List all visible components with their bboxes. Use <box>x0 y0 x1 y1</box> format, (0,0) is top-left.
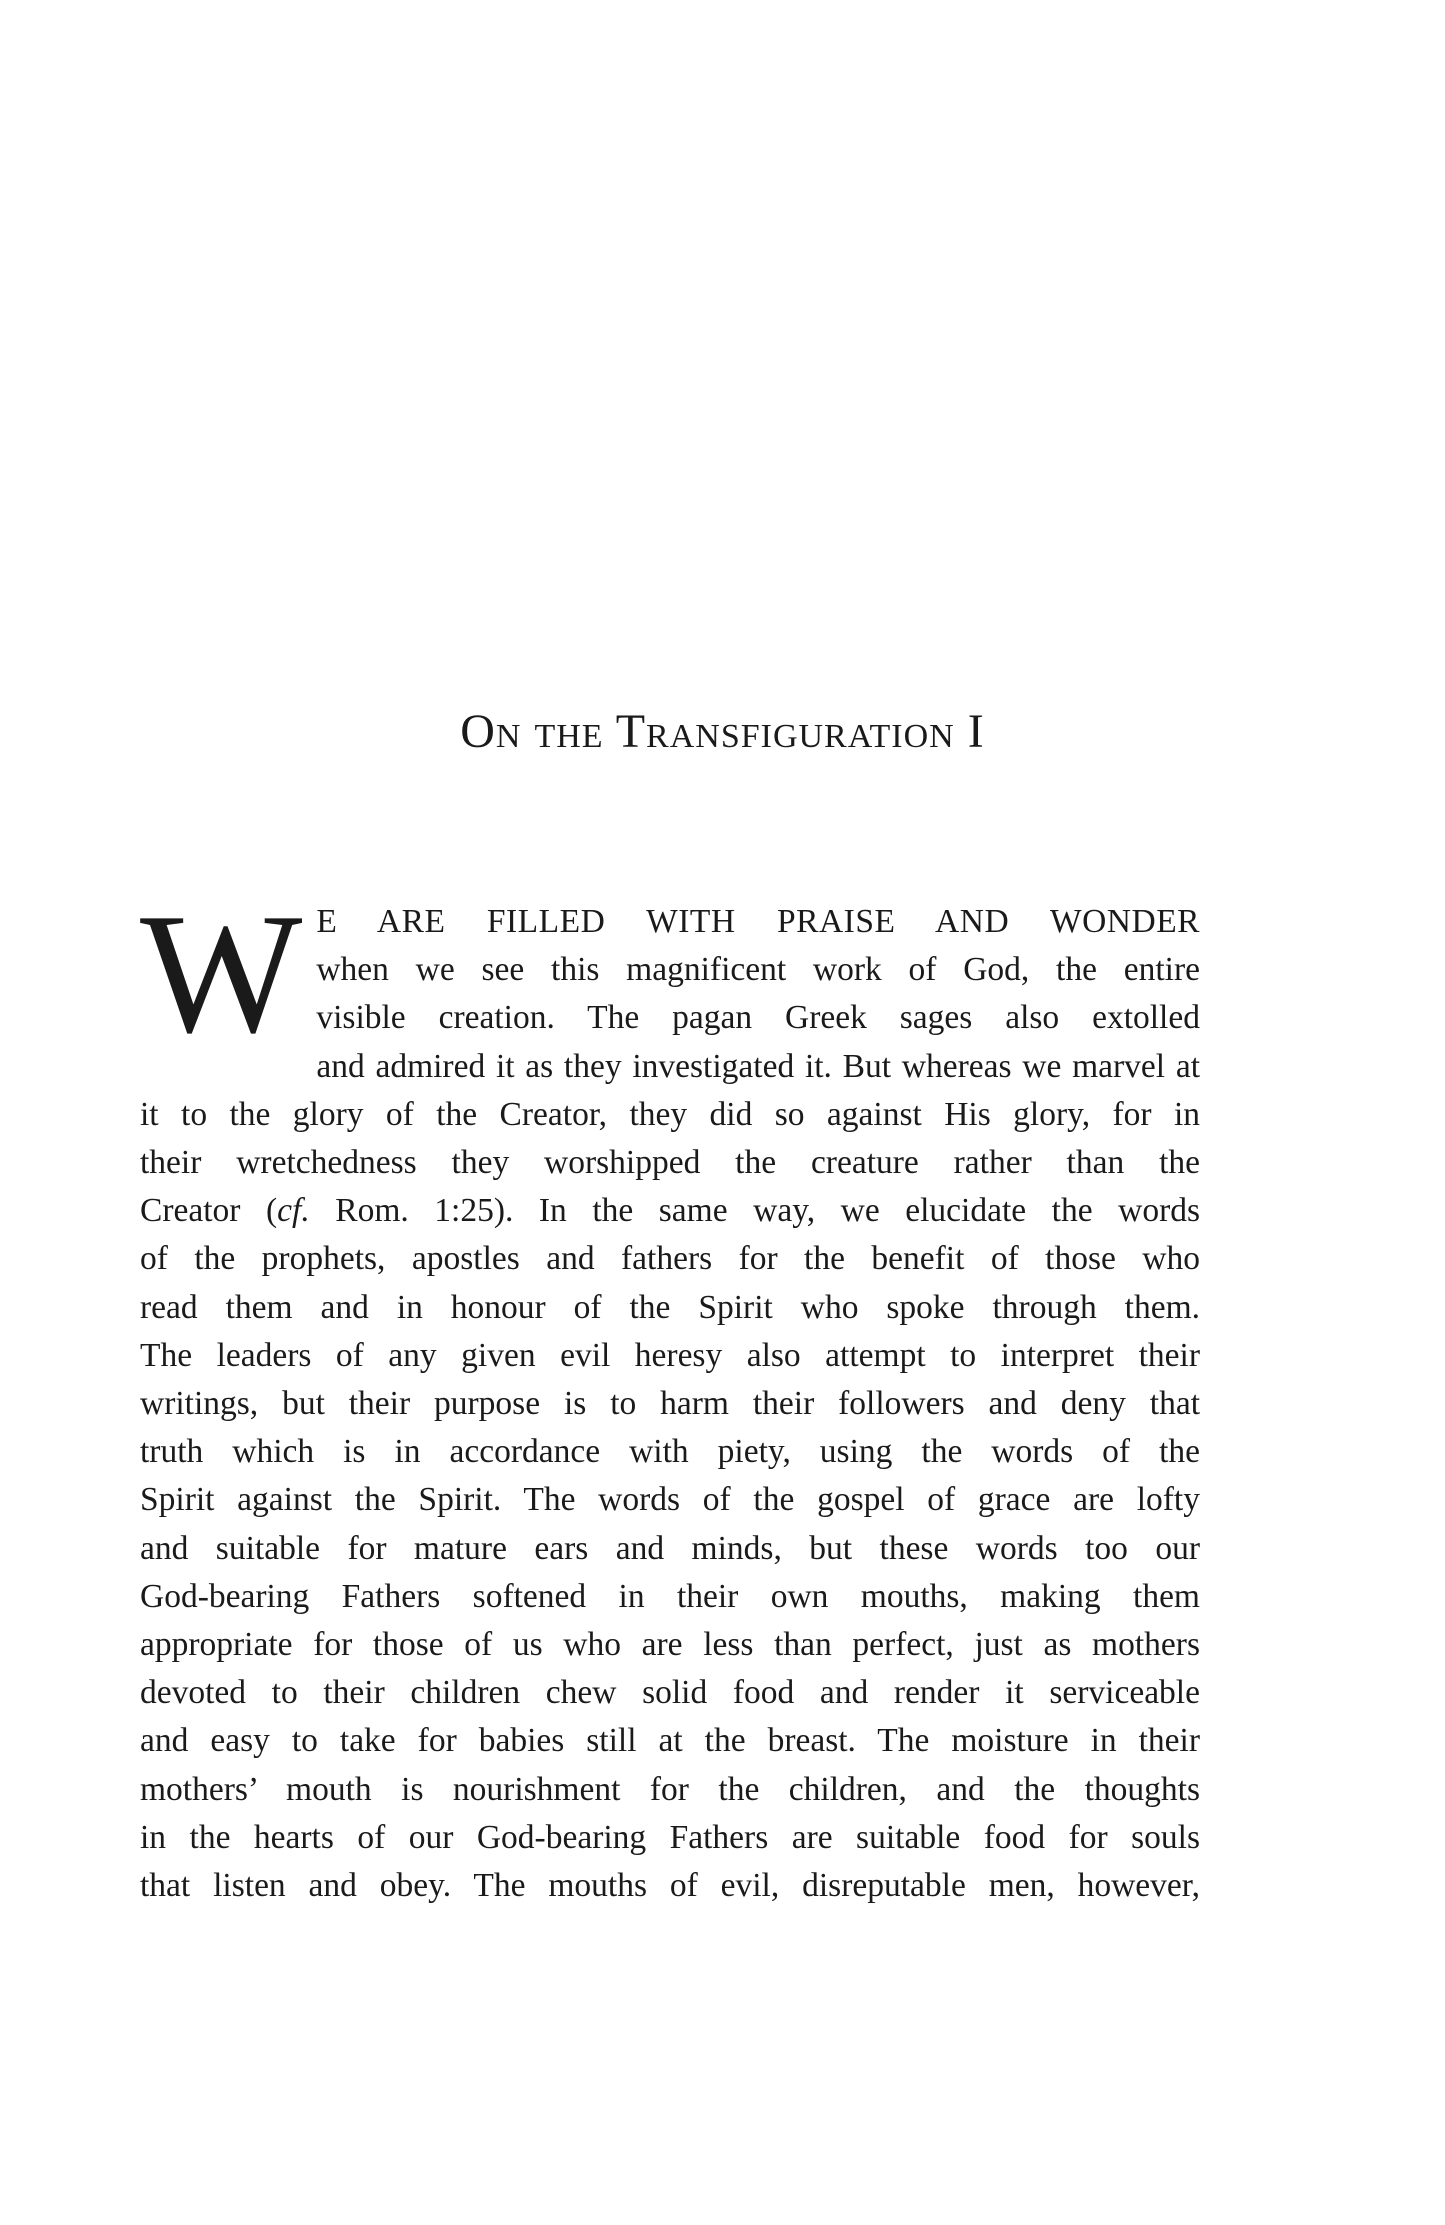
text-line: and admired it as they investigated it. But whereas we marvel at <box>316 1047 1200 1085</box>
text-line: and easy to take for babies still at the breast. The moisture in their <box>140 1722 1200 1760</box>
text-line: read them and in honour of the Spirit who spoke through them. <box>140 1288 1200 1326</box>
text-line: appropriate for those of us who are less than perfect, just as mothers <box>140 1626 1200 1664</box>
text-line: of the prophets, apostles and fathers for the benefit of those who <box>140 1240 1200 1278</box>
text-line: mothers’ mouth is nourishment for the children, and the thoughts <box>140 1770 1200 1808</box>
text-line: God-bearing Fathers softened in their own mouths, making them <box>140 1577 1200 1615</box>
text-line: Spirit against the Spirit. The words of the gospel of grace are lofty <box>140 1481 1200 1519</box>
text-line: truth which is in accordance with piety, using the words of the <box>140 1433 1200 1471</box>
text-line: devoted to their children chew solid food and render it serviceable <box>140 1674 1200 1712</box>
body-paragraph <box>140 879 1201 1910</box>
text-line: writings, but their purpose is to harm their followers and deny that <box>140 1385 1200 1423</box>
text-line: it to the glory of the Creator, they did so against His glory, for in <box>140 1095 1200 1133</box>
text-line: and suitable for mature ears and minds, but these words too our <box>140 1529 1200 1567</box>
text-line: Creator (cf. Rom. 1:25). In the same way, we elucidate the words <box>140 1192 1201 1230</box>
text-line: their wretchedness they worshipped the creature rather than the <box>140 1144 1200 1182</box>
text-line: in the hearts of our God-bearing Fathers are suitable food for souls <box>140 1818 1200 1856</box>
chapter-title: On the Transfiguration I <box>460 705 985 758</box>
text-line: visible creation. The pagan Greek sages also extolled <box>316 999 1200 1037</box>
text-line: that listen and obey. The mouths of evil, disreputable men, however, <box>140 1867 1200 1905</box>
text-line: when we see this magnificent work of God, the entire <box>316 951 1200 989</box>
citation-abbrev: cf. <box>277 1192 310 1230</box>
drop-cap: W <box>140 879 303 1069</box>
lead-in-line: E ARE FILLED WITH PRAISE AND WONDER <box>316 903 1200 940</box>
text-line: The leaders of any given evil heresy also attempt to interpret their <box>140 1336 1200 1374</box>
